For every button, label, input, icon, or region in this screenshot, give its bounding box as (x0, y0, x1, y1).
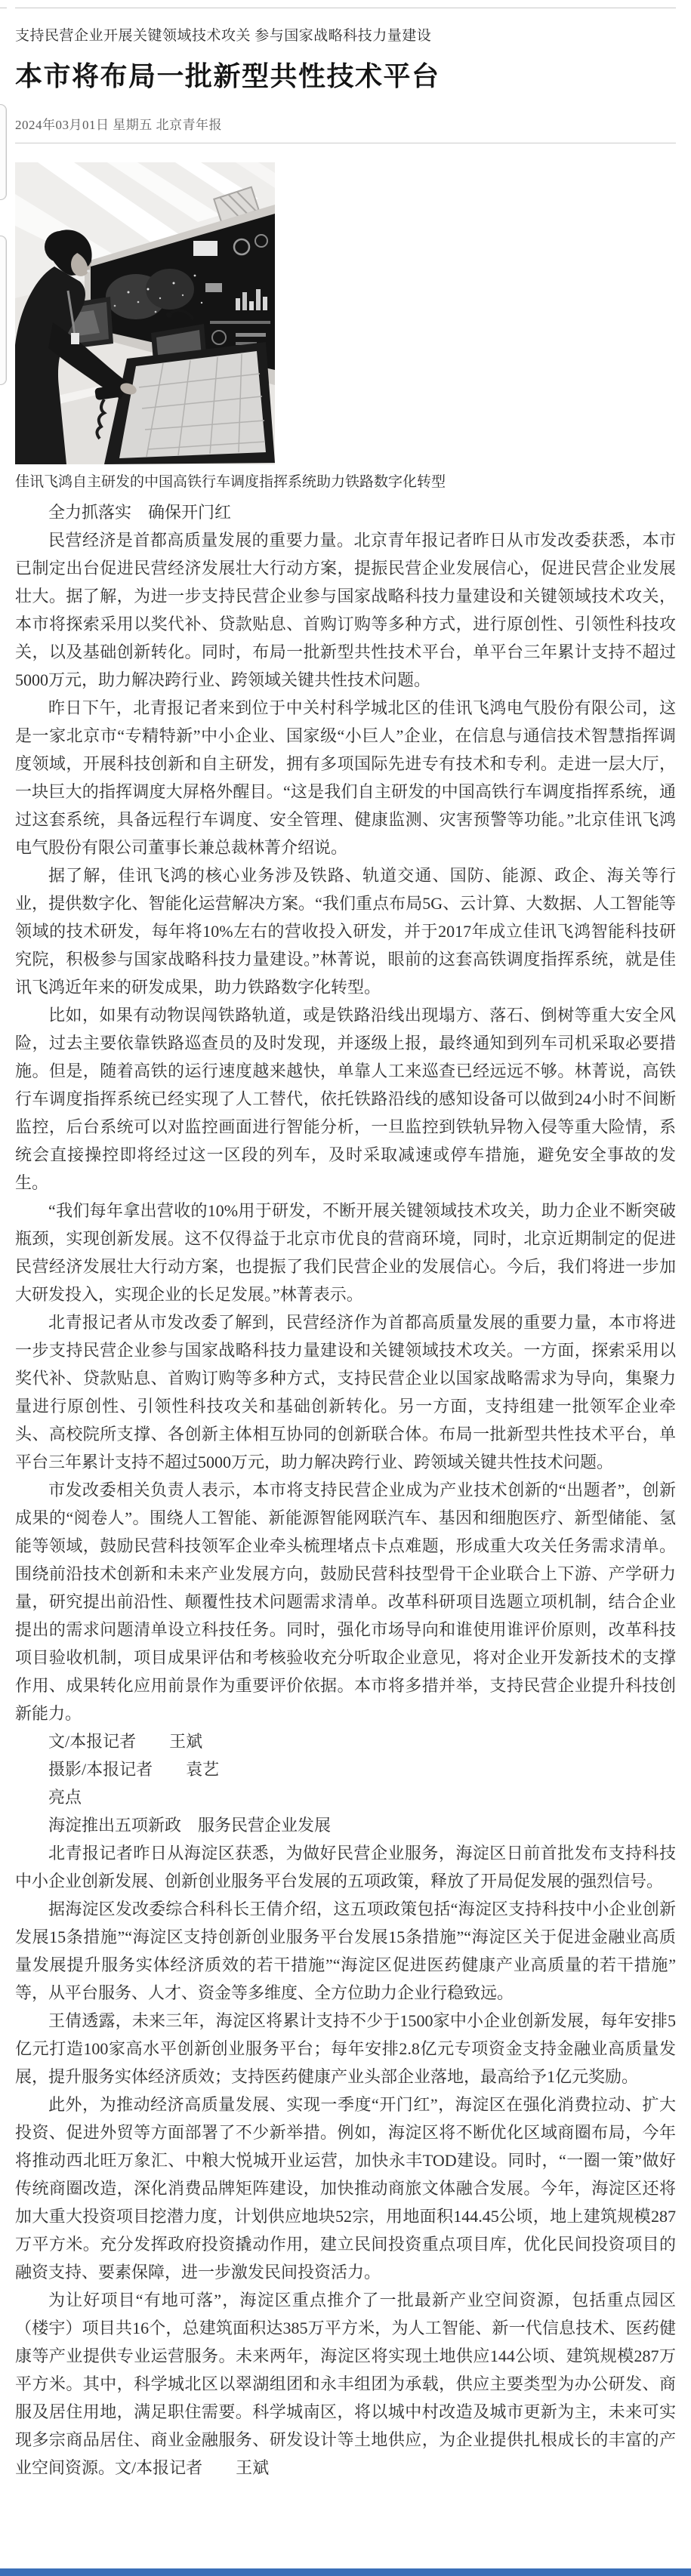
article-body (15, 498, 676, 2482)
byline-text: 文/本报记者 王斌 (48, 1732, 203, 1751)
article-photo (15, 162, 275, 464)
body-paragraph: 民营经济是首都高质量发展的重要力量。北京青年报记者昨日从市发改委获悉，本市已制定出台促进民营经济发展壮大行动方案，提振民营企业发展信心，促进民营企业发展壮大。据了解，为进一步支持民营企业参与国家战略科技力量建设和关键领域技术攻关，本市将探索采用以奖代补、贷款贴息、首购订购等多种方式，进行原创性、引领性科技攻关，以及基础创新转化。同时，布局一批新型共性技术平台，单平台三年累计支持不超过5000万元，助力解决跨行业、跨领域关键共性技术问题。 (15, 531, 676, 689)
body-paragraph: 比如，如果有动物误闯铁路轨道，或是铁路沿线出现塌方、落石、倒树等重大安全风险，过去主要依靠铁路巡查员的及时发现，并逐级上报，最终通知到列车司机采取必要措施。但是，随着高铁的运行速度越来越快，单靠人工来巡查已经远远不够。林菁说，高铁行车调度指挥系统已经实现了人工替代，依托铁路沿线的感知设备可以做到24小时不间断监控，后台系统可以对监控画面进行智能分析，一旦监控到铁轨异物入侵等重大险情，系统会直接操控即将经过这一区段的列车，及时采取减速或停车措施，避免安全事故的发生。 (15, 1006, 676, 1192)
article-content (15, 0, 676, 2482)
section2-heading: 海淀推出五项新政 服务民营企业发展 (48, 1816, 332, 1835)
highlight-label: 亮点 (48, 1788, 82, 1807)
body-paragraph: 为让好项目“有地可落”，海淀区重点推介了一批最新产业空间资源，包括重点园区（楼宇）项目共16个，总建筑面积达385万平方米，为人工智能、新一代信息技术、医药健康等产业提供专业运营服务。未来两年，海淀区将实现土地供应144公顷、建筑规模287万平方米。其中，科学城北区以翠湖组团和永丰组团为承载，供应主要类型为办公研发、商服及居住用地，满足职住需要。科学城南区，将以城中村改造及城市更新为主，未来可实现多宗商品居住、商业金融服务、研发设计等土地供应，为企业提供扎根成长的丰富的产业空间资源。文/本报记者 王斌 (15, 2291, 676, 2477)
body-paragraph: “我们每年拿出营收的10%用于研发，不断开展关键领域技术攻关，助力企业不断突破瓶颈，实现创新发展。这不仅得益于北京市优良的营商环境，同时，北京近期制定的促进民营经济发展壮大行动方案，也提振了我们民营企业的发展信心。今后，我们将进一步加大研发投入，实现企业的长足发展。”林菁表示。 (15, 1201, 676, 1304)
body-paragraph: 王倩透露，未来三年，海淀区将累计支持不少于1500家中小企业创新发展，每年安排5亿元打造100家高水平创新创业服务平台；每年安排2.8亿元专项资金支持金融业高质量发展，提升服务实体经济质效；支持医药健康产业头部企业落地，最高给予1亿元奖励。 (15, 2011, 676, 2086)
body-paragraph: 北青报记者从市发改委了解到，民营经济作为首都高质量发展的重要力量，本市将进一步支持民营企业参与国家战略科技力量建设和关键领域技术攻关。一方面，探索采用以奖代补、贷款贴息、首购订购等多种方式，支持民营企业以国家战略需求为导向，集聚力量进行原创性、引领性科技攻关和基础创新转化。另一方面，支持组建一批领军企业牵头、高校院所支撑、各创新主体相互协同的创新联合体。布局一批新型共性技术平台，单平台三年累计支持不超过5000万元，助力解决跨行业、跨领域关键共性技术问题。 (15, 1313, 676, 1471)
article-kicker: 支持民营企业开展关键领域技术攻关 参与国家战略科技力量建设 (15, 28, 432, 44)
article-dateline: 2024年03月01日 星期五 北京青年报 (15, 118, 222, 132)
article-headline: 本市将布局一批新型共性技术平台 (15, 61, 440, 91)
footer-bar (0, 2568, 691, 2576)
body-paragraph: 北青报记者昨日从海淀区获悉，为做好民营企业服务，海淀区日前首批发布支持科技中小企业创新发展、创新创业服务平台发展的五项政策，释放了开局促发展的强烈信号。 (15, 1844, 676, 1890)
body-paragraph: 此外，为推动经济高质量发展、实现一季度“开门红”，海淀区在强化消费拉动、扩大投资、促进外贸等方面部署了不少新举措。例如，海淀区将不断优化区域商圈布局，今年将推动西北旺万象汇、中粮大悦城开业运营，加快永丰TOD建设。同时，“一圈一策”做好传统商圈改造，深化消费品牌矩阵建设，加快推动商旅文体融合发展。今年，海淀区还将加大重大投资项目挖潜力度，计划供应地块52宗，用地面积144.45公顷，地上建筑规模287万平方米。充分发挥政府投资撬动作用，建立民间投资重点项目库，优化民间投资项目的融资支持、要素保障，进一步激发民间投资活力。 (15, 2095, 676, 2282)
body-paragraph: 昨日下午，北青报记者来到位于中关村科学城北区的佳讯飞鸿电气股份有限公司，这是一家北京市“专精特新”中小企业、国家级“小巨人”企业，在信息与通信技术智慧指挥调度领域，开展科技创新和自主研发，拥有多项国际先进专有技术和专利。走进一层大厅，一块巨大的指挥调度大屏格外醒目。“这是我们自主研发的中国高铁行车调度指挥系统，通过这套系统，具备远程行车调度、安全管理、健康监测、灾害预警等功能。”北京佳讯飞鸿电气股份有限公司董事长兼总裁林菁介绍说。 (15, 698, 676, 857)
body-paragraph: 市发改委相关负责人表示，本市将支持民营企业成为产业技术创新的“出题者”，创新成果的“阅卷人”。围绕人工智能、新能源智能网联汽车、基因和细胞医疗、新型储能、氢能等领域，鼓励民营科技领军企业牵头梳理堵点卡点难题，形成重大攻关任务需求清单。围绕前沿技术创新和未来产业发展方向，鼓励民营科技型骨干企业联合上下游、产学研力量，研究提出前沿性、颠覆性技术问题需求清单。改革科研项目选题立项机制，结合企业提出的需求问题清单设立科技任务。同时，强化市场导向和谁使用谁评价原则，改革科技项目验收机制，项目成果评估和考核验收充分听取企业意见，将对企业开发新技术的支撑作用、成果转化应用前景作为重要评价依据。本市将多措并举，支持民营企业提升科技创新能力。 (15, 1481, 676, 1723)
left-edge-widget-top[interactable] (0, 104, 7, 200)
body-paragraph: 据海淀区发改委综合科科长王倩介绍，这五项政策包括“海淀区支持科技中小企业创新发展15条措施”“海淀区支持创新创业服务平台发展15条措施”“海淀区关于促进金融业高质量发展提升服务实体经济质效的若干措施”“海淀区促进医药健康产业高质量的若干措施”等，从平台服务、人才、资金等多维度、全方位助力企业行稳致远。 (15, 1900, 676, 2002)
left-edge-widget-bottom[interactable] (0, 236, 7, 385)
body-paragraph: 据了解，佳讯飞鸿的核心业务涉及铁路、轨道交通、国防、能源、政企、海关等行业，提供数字化、智能化运营解决方案。“我们重点布局5G、云计算、大数据、人工智能等领域的技术研发，每年将10%左右的营收投入研发，并于2017年成立佳讯飞鸿智能科技研究院，积极参与国家战略科技力量建设。”林菁说，眼前的这套高铁调度指挥系统，就是佳讯飞鸿近年来的研发成果，助力铁路数字化转型。 (15, 866, 676, 997)
byline-photo: 摄影/本报记者 袁艺 (48, 1760, 220, 1779)
photo-caption: 佳讯飞鸿自主研发的中国高铁行车调度指挥系统助力铁路数字化转型 (15, 474, 446, 490)
section1-heading: 全力抓落实 确保开门红 (48, 503, 232, 522)
